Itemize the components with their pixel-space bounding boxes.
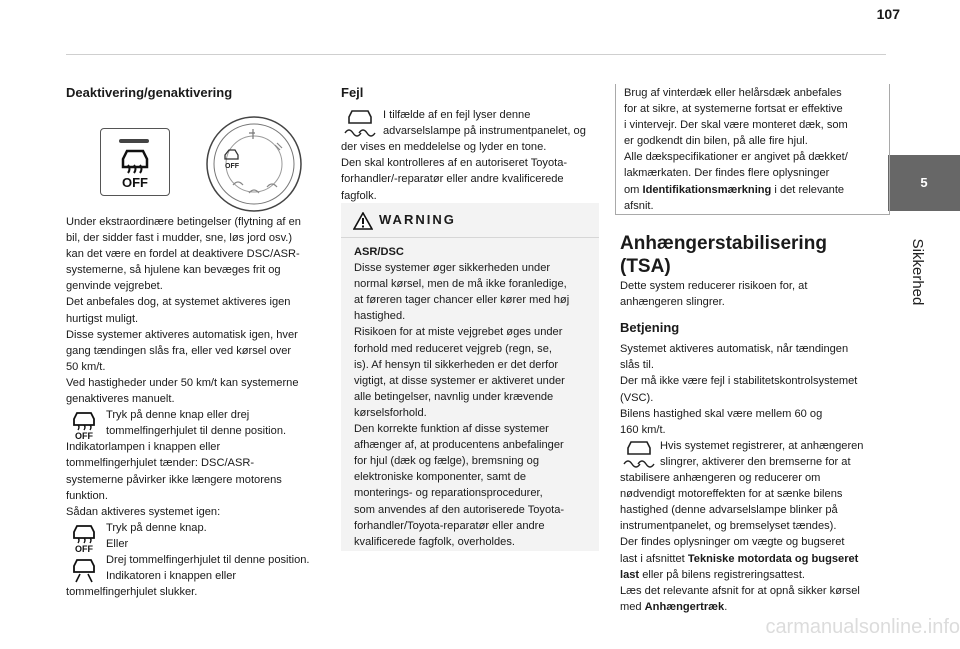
warning-line: for hjul (dæk og fælge), bremsning og [354,455,539,468]
tsa-body-line: slås til. [620,359,654,372]
info-line: lakmærkaten. Der findes flere oplysninger [624,167,830,180]
warning-line: Den korrekte funktion af disse systemer [354,423,549,436]
section-label: Sikkerhed [909,238,926,306]
deactivation-heading: Deaktivering/genaktivering [66,85,233,100]
tsa-body-line: 160 km/t. [620,423,666,436]
esp-off-small-icon-2 [66,520,102,552]
tsa-title-line2: (TSA) [620,256,671,277]
warning-line: forhold med reduceret vejgreb (regn, se, [354,342,552,355]
c1-para2-line: systemerne påvirker ikke længere motorens [66,473,282,486]
info-last-line: om Identifikationsmærkning i det relevante [624,183,845,196]
column-1 [66,85,328,101]
warning-line: Disse systemer øger sikkerheden under [354,262,551,275]
info-line: er godkendt din bilen, på alle fire hjul. [624,135,808,148]
c1-act1: Tryk på denne knap. [106,521,207,534]
tsa-title [620,232,882,278]
c1-act4: Indikatoren i knappen eller [106,570,237,583]
c1-icon-line1: Tryk på denne knap eller drej [106,409,250,422]
c1-para2-line: Indikatorlampen i knappen eller [66,441,221,454]
header-rule [66,54,886,55]
c1-para1-line: 50 km/t. [66,360,106,373]
tsa-title-line1: Anhængerstabilisering [620,233,827,254]
c2-body-line: forhandler/-reparatør eller andre kvalificerede [341,173,564,186]
c2-body-line: der vises en meddelelse og lyder en tone. [341,141,547,154]
warning-line: at føreren tager chancer eller kører med høj [354,294,570,307]
c1-para1-line: hurtigst muligt. [66,312,139,325]
warning-text [354,244,594,550]
info-line: Brug af vinterdæk eller helårsdæk anbefales [624,87,842,99]
c1-para1-line: genaktiveres manuelt. [66,393,175,406]
warning-line: kørselsforhold. [354,406,427,419]
warning-triangle-icon [353,212,373,230]
column-1-body [66,214,328,600]
ref3: med Anhængertræk. [620,600,728,613]
warning-line: afhænger af, at producentens anbefalinger [354,439,564,452]
trailer-sway-warning-icon [341,107,379,137]
tsa-body-line: Der må ikke være fejl i stabilitetskontrolsystemet [620,375,858,388]
tsa-body2-line: instrumentpanelet, og bremselyset tændes). [620,520,837,533]
warning-line: alle betingelser, navnlig under krævende [354,390,554,403]
fault-heading: Fejl [341,85,364,100]
esp-off-button-image [100,128,170,196]
c1-para1-line: Det anbefales dog, at systemet aktiveres igen [66,296,291,309]
warning-line: kvalificerede fagfolk, overholdes. [354,535,515,548]
warning-line: is). Af hensyn til sikkerheden er det derfor [354,358,559,371]
thumbwheel-dial-image [205,115,303,213]
info-line: for at sikre, at systemerne fortsat er effektive [624,103,843,116]
tsa-body2-line: nødvendigt motoreffekten for at sænke bilens [620,488,843,501]
warning-title: WARNING [379,212,456,227]
tsa-body-line: (VSC). [620,391,654,404]
section-tab[interactable]: 5 [888,155,960,211]
esp-off-button-icon [101,129,169,195]
operation-heading: Betjening [620,320,680,336]
warning-line: hastighed. [354,310,406,323]
skid-small-icon [66,554,102,584]
warning-line: Risikoen for at miste vejgrebet øges under [354,326,563,339]
warning-line: normal kørsel, men de må ikke foranledige, [354,278,567,291]
c1-para2-line: Sådan aktiveres systemet igen: [66,505,221,518]
tsa-body-line: Bilens hastighed skal være mellem 60 og [620,407,823,420]
c1-para1-line: systemerne, så hjulene kan bevæges frit og [66,264,281,277]
info-end: afsnit. [624,199,654,212]
c2-icon-line1: I tilfælde af en fejl lyser denne [383,109,531,122]
tsa-intro-line: Dette system reducerer risikoen for, at [620,280,808,292]
ref1-line1: last i afsnittet Tekniske motordata og bugseret [620,552,859,565]
c1-act3: Drej tommelfingerhjulet til denne position. [106,553,310,566]
c1-para1-line: genvinde vejgrebet. [66,280,163,293]
trailer-sway-icon [620,438,658,468]
info-line: Alle dækspecifikationer er angivet på dækket/ [624,151,848,164]
thumbwheel-icon [205,115,303,213]
c1-para2-line: tommelfingerhjulet tænder: DSC/ASR- [66,457,255,470]
svg-text:OFF: OFF [75,431,93,440]
c2-icon-line2: advarselslampe på instrumentpanelet, og [383,125,586,138]
tsa-body2-line: Der findes oplysninger om vægte og bugseret [620,536,845,549]
tsa-body-line: Systemet aktiveres automatisk, når tændingen [620,343,849,356]
info-text [624,85,886,214]
warning-header [341,203,599,238]
warning-line: som anvendes af den autoriserede Toyota- [354,503,565,516]
ref2: Læs det relevante afsnit for at opnå sikker kørsel [620,584,860,597]
tsa-body2-line: hastighed (denne advarselslampe blinker på [620,504,838,517]
warning-line: ASR/DSC [354,246,404,258]
c1-act5: tommelfingerhjulet slukker. [66,586,198,599]
warning-line: monterings- og reparationsprocedurer, [354,487,543,500]
c1-para1-line: bil, der sidder fast i mudder, sne, løs jord osv.) [66,232,293,245]
c1-act2: Eller [106,537,129,550]
esp-off-small-icon [66,407,102,439]
svg-text:OFF: OFF [225,163,239,170]
c2-body-line: fagfolk. [341,189,377,202]
c1-para1-line: kan det være en fordel at deaktivere DSC/ASR- [66,248,300,261]
c1-para2-line: funktion. [66,489,108,502]
c2-body-line: Den skal kontrolleres af en autoriseret Toyota- [341,157,568,170]
page-number: 107 [876,6,900,22]
tsa-intro-line: anhængeren slingrer. [620,296,725,309]
c3-icon-line1: Hvis systemet registrerer, at anhængeren [660,439,864,452]
c1-para1-line: Ved hastigheder under 50 km/t kan systemerne [66,376,299,389]
c1-para1-line: Disse systemer aktiveres automatisk igen, hver [66,328,298,341]
info-line: i vintervejr. Der skal være monteret dæk, som [624,119,848,132]
warning-line: forhandler/Toyota-reparatør eller andre [354,519,545,532]
c1-para1-line: Under ekstraordinære betingelser (flytning af en [66,216,301,228]
column-3-body [620,278,882,615]
c3-icon-line2: slingrer, aktiverer den bremserne for at [660,455,851,468]
warning-line: vigtigt, at disse systemer er aktiveret under [354,374,565,387]
c1-icon-line2: tommelfingerhjulet til denne position. [106,425,287,438]
watermark: carmanualsonline.info [765,616,960,638]
column-2 [341,85,603,204]
warning-line: elektroniske komponenter, samt de [354,471,527,484]
ref1-line2: last eller på bilens registreringsattest. [620,568,805,581]
c1-para1-line: gang tændingen slås fra, eller ved kørsel over [66,344,292,357]
tsa-body2-line: stabilisere anhængeren og reducerer om [620,472,821,485]
svg-text:OFF: OFF [75,543,93,552]
off-text: OFF [122,175,148,190]
